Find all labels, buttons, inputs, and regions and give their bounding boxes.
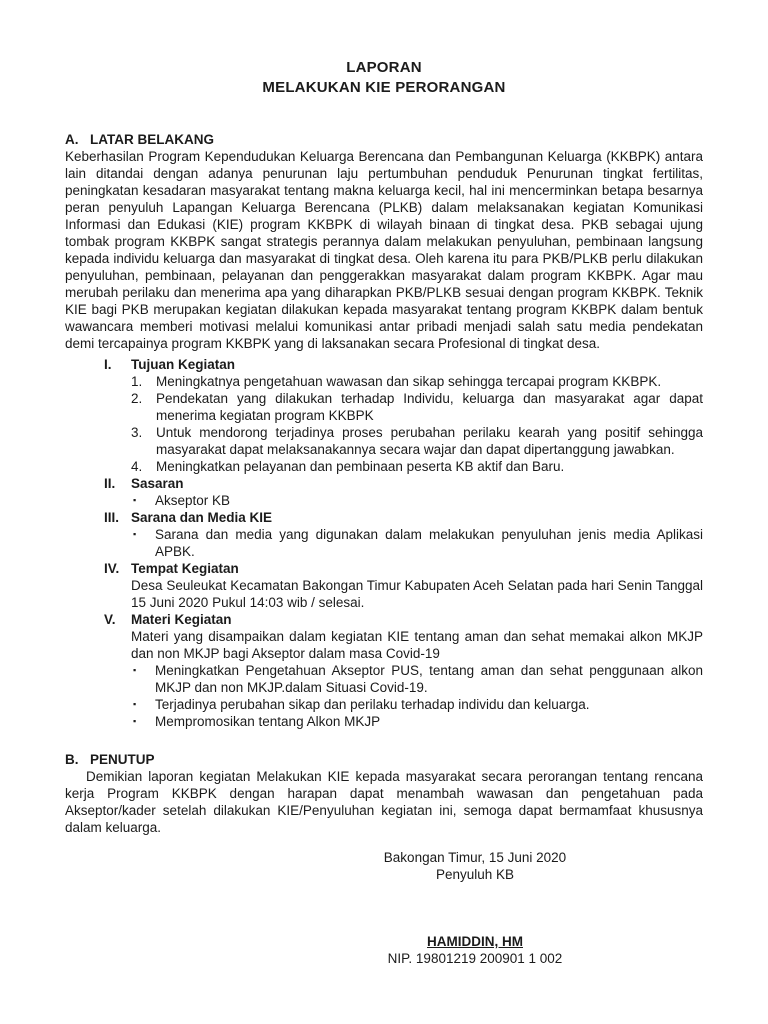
roman-numeral: I. <box>104 357 112 372</box>
subsection-tujuan-heading-row <box>65 356 703 373</box>
list-number: 3. <box>131 425 143 440</box>
signature-role: Penyuluh KB <box>435 867 515 882</box>
materi-bullet-3-text: Mempromosikan tentang Alkon MKJP <box>155 714 381 729</box>
tujuan-item-4-text: Meningkatkan pelayanan dan pembinaan peserta KB aktif dan Baru. <box>156 459 565 474</box>
penutup-paragraph: Demikian laporan kegiatan Melakukan KIE kepada masyarakat secara perorangan tentang rencana kerja Program KKBPK dengan harapan dapat menambah wawasan dan pengetahuan pada Akseptor/kader setelah dilakukan KIE/Penyuluhan kegiatan ini, semoga dapat bermamfaat khususnya dalam keluarga. <box>65 769 703 835</box>
report-title <box>65 58 703 98</box>
latar-belakang-paragraph: Keberhasilan Program Kependudukan Keluarga Berencana dan Pembangunan Keluarga (KKBPK) antara lain ditandai dengan adanya penurunan laju pertumbuhan penduduk Penurunan tingkat fertilitas, peningkatan kesadaran masyarakat tentang makna keluarga kecil, hal ini mencerminkan betapa besarnya peran penyuluh Lapangan Keluarga Berencana (PLKB) dalam melaksanakan kegiatan Komunikasi Informasi dan Edukasi (KIE) program KKBPK di wilayah binaan di tingkat desa. PKB sebagai ujung tombak program KKBPK sangat strategis perannya dalam melakukan penyuluhan, pembinaan langsung kepada individu keluarga dan masyarakat di tingkat desa. Oleh karena itu para PKB/PLKB perlu dilakukan penyuluhan, pembinaan, pelayanan dan penggerakkan masyarakat dalam program KKBPK. Agar mau merubah perilaku dan menerima apa yang diharapkan PKB/PLKB sesuai dengan program KKBPK. Teknik KIE bagi PKB merupakan kegiatan dilakukan kepada masyarakat tentang program KKBPK dalam bentuk wawancara memberi motivasi melalui komunikasi antar pribadi menjadi salah satu media pendekatan demi tercapainya program KKBPK yang di laksanakan secara Profesional di tingkat desa. <box>65 149 703 351</box>
section-b-heading: PENUTUP <box>90 752 155 767</box>
sarana-bullet-1-text: Sarana dan media yang digunakan dalam melakukan penyuluhan jenis media Aplikasi APBK. <box>155 527 703 559</box>
section-b-heading-row <box>65 751 703 768</box>
roman-numeral: III. <box>104 510 120 525</box>
subsection-sarana-heading: Sarana dan Media KIE <box>131 510 273 525</box>
subsection-tujuan-heading: Tujuan Kegiatan <box>131 357 236 372</box>
tujuan-item-1-text: Meningkatnya pengetahuan wawasan dan sikap sehingga tercapai program KKBPK. <box>156 374 662 389</box>
sarana-bullet-1 <box>133 526 703 560</box>
tujuan-item-1 <box>131 373 703 390</box>
materi-bullet-2-text: Terjadinya perubahan sikap dan perilaku terhadap individu dan keluarga. <box>155 697 590 712</box>
bullet-icon: ▪ <box>133 699 137 709</box>
tujuan-item-3-text: Untuk mendorong terjadinya proses perubahan perilaku kearah yang positif sehingga masyarakat dapat melaksanakannya secara wajar dan dapat dipertanggung jawabkan. <box>156 425 703 457</box>
section-a-heading: LATAR BELAKANG <box>90 132 214 147</box>
list-number: 1. <box>131 374 143 389</box>
bullet-icon: ▪ <box>133 716 137 726</box>
sasaran-bullet-1 <box>133 492 703 509</box>
signature-nip: NIP. 19801219 200901 1 002 <box>387 951 563 966</box>
bullet-icon: ▪ <box>133 495 137 505</box>
subsection-materi-heading-row <box>65 611 703 628</box>
signature-place-block <box>285 849 665 883</box>
roman-numeral: IV. <box>104 561 120 576</box>
report-title-line1: LAPORAN <box>346 59 422 76</box>
subsection-tempat-heading-row <box>65 560 703 577</box>
report-title-line2: MELAKUKAN KIE PERORANGAN <box>262 79 506 96</box>
section-a-marker: A. <box>65 132 79 147</box>
tujuan-item-4 <box>131 458 703 475</box>
tujuan-item-2-text: Pendekatan yang dilakukan terhadap Individu, keluarga dan masyarakat agar dapat menerima kegiatan program KKBPK <box>156 391 703 423</box>
roman-numeral: V. <box>104 612 116 627</box>
subsection-materi-heading: Materi Kegiatan <box>131 612 232 627</box>
materi-bullet-1-text: Meningkatkan Pengetahuan Akseptor PUS, tentang aman dan sehat penggunaan alkon MKJP dan non MKJP.dalam Situasi Covid-19. <box>155 663 703 695</box>
materi-bullet-2 <box>133 696 703 713</box>
section-a-heading-row <box>65 131 703 148</box>
materi-bullet-3 <box>133 713 703 730</box>
materi-bullet-1 <box>133 662 703 696</box>
signature-place-date: Bakongan Timur, 15 Juni 2020 <box>383 850 567 865</box>
tujuan-item-3 <box>131 424 703 458</box>
subsection-sasaran-heading-row <box>65 475 703 492</box>
signature-name: HAMIDDIN, HM <box>427 934 523 949</box>
tempat-body: Desa Seuleukat Kecamatan Bakongan Timur Kabupaten Aceh Selatan pada hari Senin Tanggal 15 Juni 2020 Pukul 14:03 wib / selesai. <box>131 578 703 610</box>
subsection-list <box>65 356 703 730</box>
section-b-marker: B. <box>65 752 79 767</box>
list-number: 2. <box>131 391 143 406</box>
subsection-sarana-heading-row <box>65 509 703 526</box>
list-number: 4. <box>131 459 143 474</box>
bullet-icon: ▪ <box>133 529 137 539</box>
bullet-icon: ▪ <box>133 665 137 675</box>
roman-numeral: II. <box>104 476 116 491</box>
materi-body: Materi yang disampaikan dalam kegiatan KIE tentang aman dan sehat memakai alkon MKJP dan non MKJP bagi Akseptor dalam masa Covid-19 <box>131 629 703 661</box>
subsection-sasaran-heading: Sasaran <box>131 476 184 491</box>
signature-name-block <box>285 933 665 967</box>
subsection-tempat-heading: Tempat Kegiatan <box>131 561 239 576</box>
tujuan-item-2 <box>131 390 703 424</box>
sasaran-bullet-1-text: Akseptor KB <box>155 493 231 508</box>
